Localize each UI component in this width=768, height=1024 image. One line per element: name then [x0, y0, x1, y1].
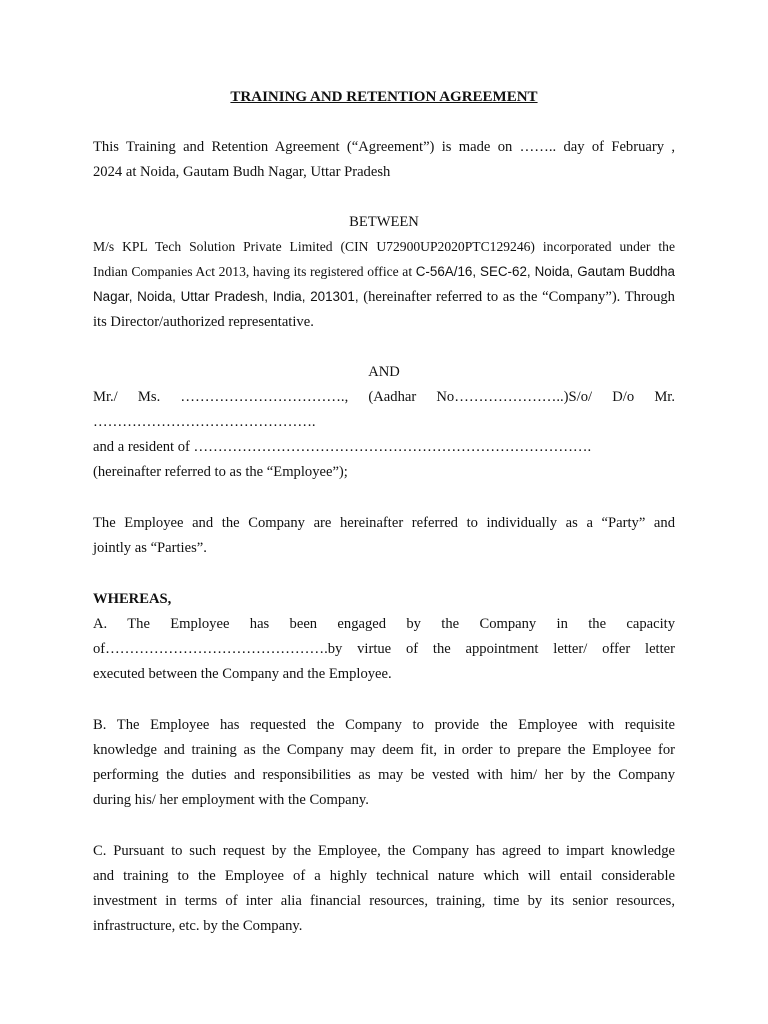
company-line-3-part-b: (hereinafter referred to as the “Company”). Through	[358, 289, 675, 305]
company-line-2-part-a: Indian Companies Act 2013, having its registered office at	[93, 264, 416, 279]
employee-line-2: ……………………………………….	[93, 414, 316, 430]
document-title: TRAINING AND RETENTION AGREEMENT	[230, 89, 538, 105]
company-line-1: M/s KPL Tech Solution Private Limited (CIN U72900UP2020PTC129246) incorporated under the	[93, 239, 675, 254]
clause-a-line-3: executed between the Company and the Employee.	[93, 666, 392, 682]
clause-b-line-2: knowledge and training as the Company may deem fit, in order to prepare the Employee for	[93, 742, 675, 758]
company-line-2	[93, 263, 675, 281]
employee-line-1: Mr./ Ms. ……………………………., (Aadhar No…………………..)S/o/ D/o Mr.	[93, 389, 675, 405]
employee-line-4: (hereinafter referred to as the “Employee”);	[93, 464, 348, 480]
company-line-4: its Director/authorized representative.	[93, 314, 314, 330]
clause-a-line-2: of……………………………………….by virtue of the appointment letter/ offer letter	[93, 641, 675, 657]
company-address-cont: Nagar, Noida, Uttar Pradesh, India, 201301,	[93, 289, 359, 304]
between-heading: BETWEEN	[349, 214, 419, 230]
clause-a-line-1: A. The Employee has been engaged by the Company in the capacity	[93, 616, 675, 632]
clause-b-line-3: performing the duties and responsibilities as may be vested with him/ her by the Company	[93, 767, 675, 783]
clause-c-line-2: and training to the Employee of a highly technical nature which will entail considerable	[93, 868, 675, 884]
company-address: C-56A/16, SEC-62, Noida, Gautam Buddha	[415, 264, 675, 279]
whereas-heading: WHEREAS,	[93, 591, 172, 607]
clause-c-line-3: investment in terms of inter alia financial resources, training, time by its senior resources,	[93, 893, 675, 909]
and-heading: AND	[368, 364, 400, 380]
employee-line-3: and a resident of ……………………………………………………………………….	[93, 439, 592, 455]
parties-line-1: The Employee and the Company are hereinafter referred to individually as a “Party” and	[93, 515, 675, 531]
clause-c-line-1: C. Pursuant to such request by the Employee, the Company has agreed to impart knowledge	[93, 843, 675, 859]
clause-c-line-4: infrastructure, etc. by the Company.	[93, 918, 303, 934]
clause-b-line-1: B. The Employee has requested the Company to provide the Employee with requisite	[93, 717, 675, 733]
clause-b-line-4: during his/ her employment with the Company.	[93, 792, 369, 808]
company-line-3	[93, 288, 675, 306]
intro-line-2: 2024 at Noida, Gautam Budh Nagar, Uttar Pradesh	[93, 164, 391, 180]
parties-line-2: jointly as “Parties”.	[93, 540, 207, 556]
intro-line-1: This Training and Retention Agreement (“Agreement”) is made on …….. day of February ,	[93, 139, 675, 155]
